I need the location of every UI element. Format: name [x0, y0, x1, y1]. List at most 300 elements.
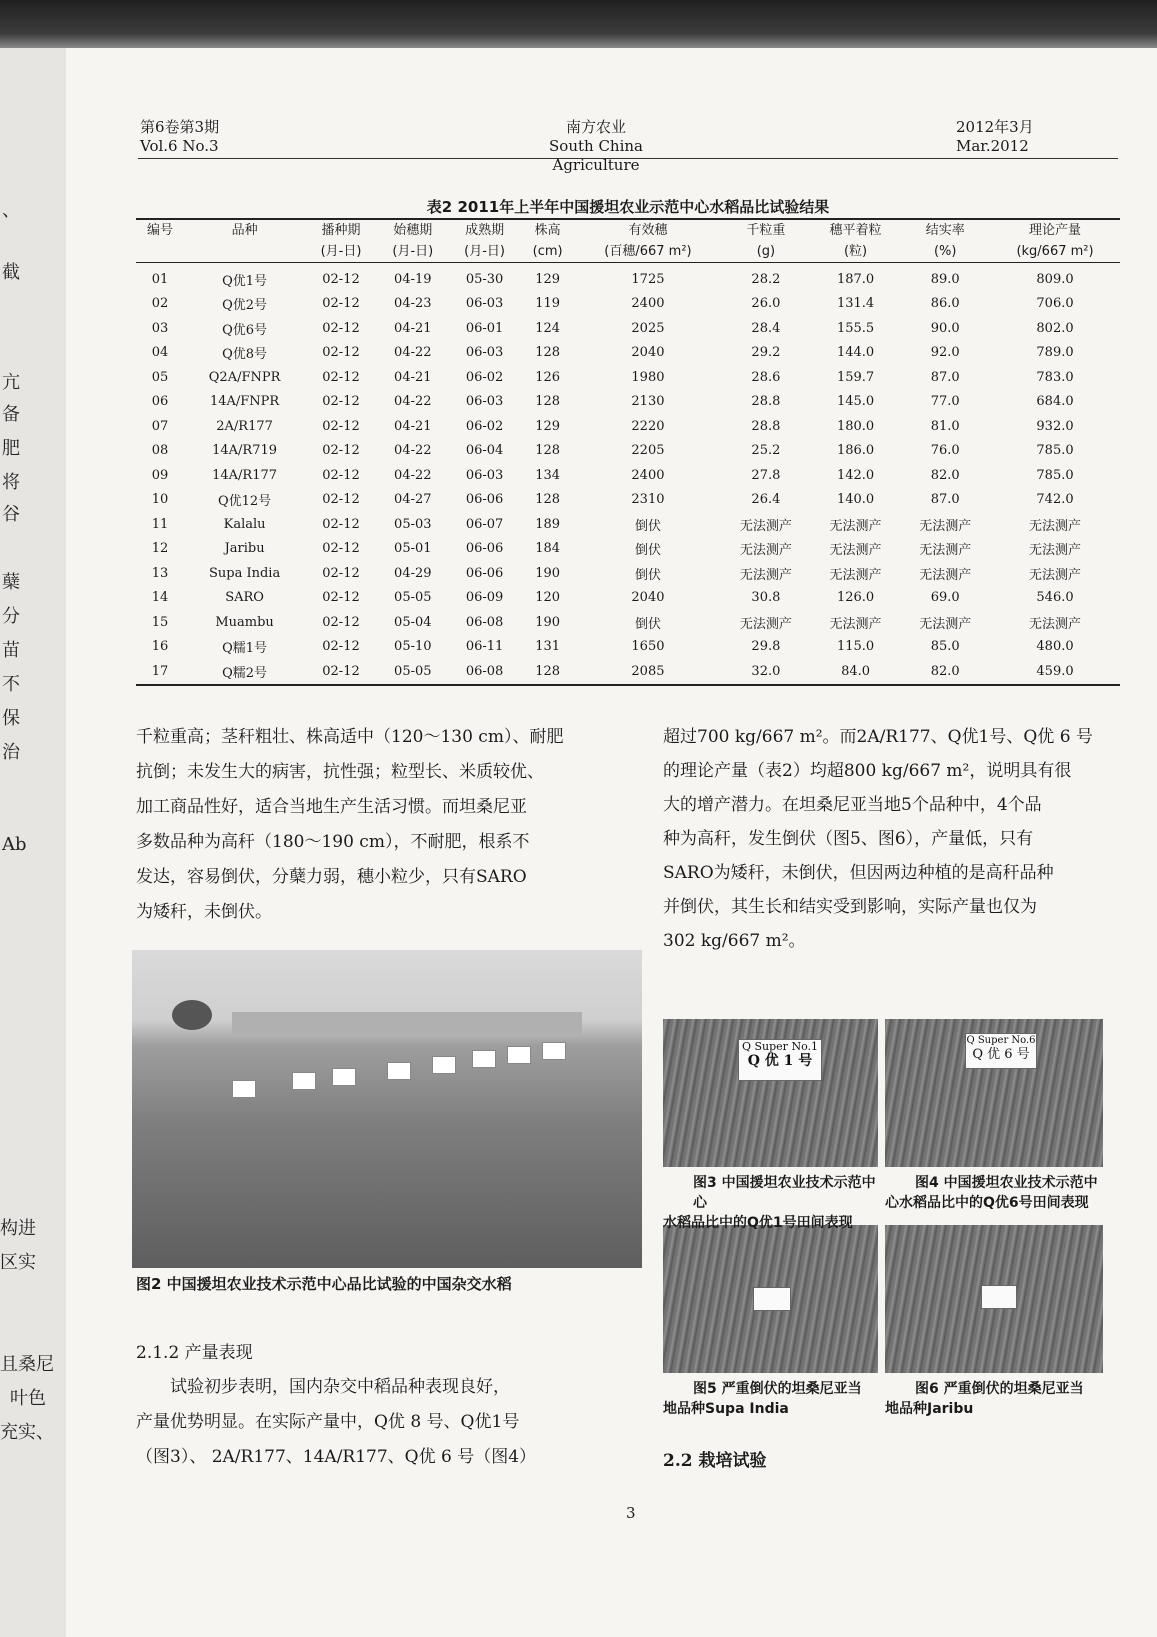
- table-cell: 02-12: [322, 418, 360, 434]
- col-header: 理论产量: [990, 219, 1120, 241]
- table-cell: 05-05: [377, 659, 449, 685]
- table-header-row: [136, 219, 1120, 241]
- table-cell: 14A/R719: [212, 443, 278, 459]
- table-cell: 06-03: [465, 394, 504, 410]
- table-cell: 02-12: [322, 271, 360, 287]
- table-row: [136, 635, 1120, 660]
- col-unit: (%): [900, 241, 990, 263]
- table-cell: 04-29: [394, 565, 432, 581]
- table-cell: 85.0: [930, 639, 960, 655]
- prev-page-char: 亢: [2, 372, 20, 393]
- table-cell: 05-04: [394, 614, 432, 630]
- table-cell: 无法测产: [1029, 567, 1082, 583]
- figure-2-caption: 图2 中国援坦农业技术示范中心品比试验的中国杂交水稻: [136, 1275, 512, 1293]
- header-date: [956, 118, 1034, 156]
- table-cell: 无法测产: [1029, 543, 1082, 559]
- table-cell: 26.4: [751, 492, 781, 508]
- table-cell: 倒伏: [634, 616, 661, 632]
- table-cell: 131: [535, 639, 561, 655]
- table-cell: 06-02: [465, 418, 504, 434]
- table-cell: 02-12: [322, 516, 360, 532]
- table-cell: 2040: [631, 345, 665, 361]
- table-cell: 无法测产: [919, 518, 972, 534]
- table-row: [136, 537, 1120, 562]
- table-cell: 02-12: [322, 467, 360, 483]
- table-row: [136, 586, 1120, 611]
- sign-line: Q Super No.6: [966, 1035, 1036, 1046]
- table-cell: 159.7: [836, 369, 875, 385]
- col-header: 品种: [184, 219, 305, 241]
- col-unit: (kg/667 m²): [990, 241, 1120, 263]
- table-cell: Q糯2号: [184, 659, 305, 685]
- figure-5-photo: [663, 1225, 878, 1373]
- table-cell: 06-08: [449, 659, 521, 685]
- text-line: SARO为矮秆，未倒伏，但因两边种植的是高秆品种: [663, 863, 1054, 883]
- journal-cn: 南方农业: [565, 118, 626, 136]
- table-cell: 06-02: [465, 369, 504, 385]
- section-2-1-2-text: [136, 1370, 641, 1475]
- table-row: [136, 439, 1120, 464]
- caption-line: 图4 中国援坦农业技术示范中: [915, 1175, 1098, 1191]
- table-cell: SARO: [225, 590, 264, 606]
- volume-cn: 第6卷第3期: [140, 118, 220, 136]
- text-line: 产量优势明显。在实际产量中，Q优 8 号、Q优1号: [136, 1412, 520, 1432]
- header-rule: [138, 158, 1118, 159]
- table-cell: 82.0: [930, 467, 960, 483]
- col-unit: [184, 241, 305, 263]
- figure-3-caption: [663, 1173, 883, 1233]
- table-cell: 126: [535, 369, 561, 385]
- table-row: [136, 390, 1120, 415]
- table-cell: 11: [151, 516, 169, 532]
- caption-line: 图3 中国援坦农业技术示范中心: [693, 1175, 876, 1211]
- table-cell: 932.0: [1036, 418, 1074, 434]
- table-cell: 140.0: [836, 492, 875, 508]
- date-cn: 2012年3月: [956, 118, 1034, 136]
- table-cell: 28.4: [751, 320, 781, 336]
- table-cell: 02-12: [322, 345, 360, 361]
- prev-page-char: Ab: [2, 834, 27, 855]
- prev-page-char: 谷: [2, 504, 20, 525]
- table-cell: 05-05: [394, 590, 432, 606]
- table-cell: 28.6: [751, 369, 781, 385]
- col-unit: (月-日): [377, 241, 449, 263]
- table-cell: 134: [535, 467, 561, 483]
- table-cell: Q优8号: [222, 347, 268, 363]
- table-cell: 2220: [631, 418, 665, 434]
- table-cell: 06-08: [465, 614, 504, 630]
- table-cell: 07: [151, 418, 169, 434]
- table-cell: 12: [151, 541, 169, 557]
- table-cell: 184: [535, 541, 561, 557]
- table-cell: 783.0: [1036, 369, 1074, 385]
- table-cell: 02-12: [322, 443, 360, 459]
- prev-page-char: 苗: [2, 640, 20, 661]
- sign-line: Q 优 6 号: [972, 1047, 1030, 1062]
- col-unit: (百穗/667 m²): [575, 241, 721, 263]
- col-header: 有效穗: [575, 219, 721, 241]
- table-cell: 04-27: [394, 492, 432, 508]
- prev-page-char: 不: [2, 674, 20, 695]
- col-header: 播种期: [305, 219, 377, 241]
- table-cell: 789.0: [1036, 345, 1074, 361]
- table-cell: 190: [535, 614, 561, 630]
- table-cell: 129: [535, 271, 561, 287]
- table-cell: 无法测产: [829, 543, 882, 559]
- table-cell: 06-03: [465, 345, 504, 361]
- table-cell: 76.0: [930, 443, 960, 459]
- table-cell: Q糯1号: [222, 641, 268, 657]
- caption-line: 心水稻品比中的Q优6号田间表现: [885, 1195, 1089, 1211]
- text-line: 302 kg/667 m²。: [663, 931, 806, 951]
- table-cell: 06-06: [465, 492, 504, 508]
- col-header: 穗平着粒: [811, 219, 901, 241]
- farm-buildings: [232, 1012, 582, 1034]
- table-row: [136, 512, 1120, 537]
- table-cell: 02-12: [322, 565, 360, 581]
- table-cell: 785.0: [1036, 467, 1074, 483]
- text-line: 抗倒；未发生大的病害，抗性强；粒型长、米质较优、: [136, 762, 544, 782]
- table-cell: 2400: [631, 296, 665, 312]
- table-cell: 16: [151, 639, 169, 655]
- table-cell: 480.0: [1036, 639, 1074, 655]
- table-cell: 无法测产: [919, 567, 972, 583]
- table-row: [136, 610, 1120, 635]
- journal-page: [66, 48, 1157, 1637]
- table-row: [136, 463, 1120, 488]
- table-row: [136, 316, 1120, 341]
- table-cell: 15: [151, 614, 169, 630]
- figure-2-photo: [132, 950, 642, 1268]
- variety-sign: [738, 1039, 822, 1081]
- prev-page-char: 治: [2, 742, 20, 763]
- caption-line: 地品种Supa India: [663, 1401, 789, 1417]
- table-cell: 02-12: [322, 369, 360, 385]
- table-cell: 无法测产: [739, 543, 792, 559]
- table-cell: 02-12: [305, 659, 377, 685]
- col-unit: (月-日): [449, 241, 521, 263]
- col-header: 株高: [520, 219, 574, 241]
- table-row: [136, 561, 1120, 586]
- table-caption: 表2 2011年上半年中国援坦农业示范中心水稻品比试验结果: [426, 198, 830, 216]
- table-cell: 89.0: [930, 271, 960, 287]
- table-cell: 785.0: [1036, 443, 1074, 459]
- table-cell: 142.0: [836, 467, 875, 483]
- table-cell: 无法测产: [1029, 518, 1082, 534]
- table-cell: 倒伏: [634, 567, 661, 583]
- caption-line: 图6 严重倒伏的坦桑尼亚当: [915, 1381, 1084, 1397]
- prev-page-char: 且桑尼: [0, 1354, 54, 1375]
- table-cell: 124: [535, 320, 561, 336]
- table-cell: Supa India: [208, 565, 281, 581]
- table-cell: 02-12: [322, 296, 360, 312]
- caption-line: 水稻品比中的Q优1号田间表现: [663, 1215, 853, 1231]
- table-cell: 128: [535, 345, 561, 361]
- table-cell: 14A/FNPR: [209, 394, 280, 410]
- figure-4-photo: [885, 1019, 1103, 1167]
- text-line: 发达，容易倒伏，分蘖力弱，穗小粒少，只有SARO: [136, 867, 527, 887]
- table-cell: Q2A/FNPR: [208, 369, 281, 385]
- table-row: [136, 341, 1120, 366]
- table-cell: 04-21: [394, 369, 432, 385]
- prev-page-char: 肥: [2, 438, 20, 459]
- text-line: 超过700 kg/667 m²。而2A/R177、Q优1号、Q优 6 号: [663, 727, 1093, 747]
- table-cell: 2085: [575, 659, 721, 685]
- left-column-text: [136, 720, 641, 930]
- header-volume: [140, 118, 219, 156]
- col-unit: [136, 241, 184, 263]
- table-cell: 128: [535, 492, 561, 508]
- table-cell: 04-21: [394, 320, 432, 336]
- table-cell: 145.0: [836, 394, 875, 410]
- text-line: 种为高秆，发生倒伏（图5、图6），产量低，只有: [663, 829, 1034, 849]
- journal-en: South China Agriculture: [549, 137, 643, 174]
- table-cell: 82.0: [900, 659, 990, 685]
- prev-page-char: 将: [2, 472, 20, 493]
- text-line: 加工商品性好，适合当地生产生活习惯。而坦桑尼亚: [136, 797, 527, 817]
- table-body: [136, 263, 1120, 685]
- field-sign: [507, 1046, 531, 1064]
- section-heading-2-2: 2.2 栽培试验: [663, 1451, 767, 1471]
- col-unit: (月-日): [305, 241, 377, 263]
- table-cell: 05-01: [394, 541, 432, 557]
- field-sign: [332, 1068, 356, 1086]
- table-cell: 05: [151, 369, 169, 385]
- table-cell: 190: [535, 565, 561, 581]
- text-line: 千粒重高；茎秆粗壮、株高适中（120～130 cm）、耐肥: [136, 727, 564, 747]
- table-row: [136, 414, 1120, 439]
- table-cell: 29.2: [751, 345, 781, 361]
- variety-sign: [753, 1287, 791, 1311]
- table-cell: 无法测产: [739, 518, 792, 534]
- table-cell: 01: [151, 271, 169, 287]
- col-header: 结实率: [900, 219, 990, 241]
- table-cell: 无法测产: [829, 616, 882, 632]
- table-cell: 05-10: [394, 639, 432, 655]
- table-cell: 546.0: [1036, 590, 1074, 606]
- table-cell: 无法测产: [1029, 616, 1082, 632]
- table-cell: 02-12: [322, 590, 360, 606]
- text-line: 大的增产潜力。在坦桑尼亚当地5个品种中，4个品: [663, 795, 1042, 815]
- prev-page-char: 蘖: [2, 572, 20, 593]
- table-cell: 06-03: [465, 467, 504, 483]
- table-cell: 1980: [631, 369, 665, 385]
- table-cell: 04-22: [394, 394, 432, 410]
- col-unit: (粒): [811, 241, 901, 263]
- table-cell: Q优1号: [222, 273, 268, 289]
- col-header: 千粒重: [721, 219, 811, 241]
- col-header: 成熟期: [449, 219, 521, 241]
- figure-5-caption: [663, 1379, 883, 1419]
- table-cell: 04-22: [394, 345, 432, 361]
- table-cell: 28.8: [751, 394, 781, 410]
- text-line: 多数品种为高秆（180～190 cm），不耐肥，根系不: [136, 832, 530, 852]
- table-cell: 1725: [631, 271, 665, 287]
- field-sign: [472, 1050, 496, 1068]
- table-cell: 29.8: [751, 639, 781, 655]
- table-cell: 189: [535, 516, 561, 532]
- page-number: 3: [626, 1504, 636, 1522]
- sign-line: Q 优 1 号: [747, 1053, 813, 1069]
- table-cell: 17: [136, 659, 184, 685]
- table-cell: 2205: [631, 443, 665, 459]
- table-cell: 06-01: [465, 320, 504, 336]
- table-cell: 04: [151, 345, 169, 361]
- table-unit-row: [136, 241, 1120, 263]
- table-cell: 802.0: [1036, 320, 1074, 336]
- table-cell: Q优6号: [222, 322, 268, 338]
- field-sign: [542, 1042, 566, 1060]
- table-cell: 无法测产: [739, 616, 792, 632]
- variety-sign: [965, 1033, 1037, 1069]
- table-cell: 05-30: [465, 271, 504, 287]
- prev-page-char: 区实: [0, 1252, 36, 1273]
- table-cell: 186.0: [836, 443, 875, 459]
- table-cell: 06-11: [465, 639, 504, 655]
- table-cell: 459.0: [990, 659, 1120, 685]
- table-cell: 2130: [631, 394, 665, 410]
- table-cell: 无法测产: [829, 567, 882, 583]
- tree: [172, 1000, 212, 1030]
- table-cell: 131.4: [836, 296, 875, 312]
- prev-page-char: 分: [2, 606, 20, 627]
- table-cell: 13: [151, 565, 169, 581]
- caption-line: 地品种Jaribu: [885, 1401, 974, 1417]
- table-cell: 30.8: [751, 590, 781, 606]
- table-cell: Jaribu: [224, 541, 265, 557]
- table-cell: 115.0: [836, 639, 875, 655]
- variety-sign: [981, 1285, 1017, 1309]
- table-cell: 1650: [631, 639, 665, 655]
- col-header: 编号: [136, 219, 184, 241]
- table-cell: 128: [535, 394, 561, 410]
- table-cell: 08: [151, 443, 169, 459]
- section-heading-2-1-2: 2.1.2 产量表现: [136, 1343, 253, 1363]
- volume-en: Vol.6 No.3: [140, 137, 219, 155]
- table-cell: 06-09: [465, 590, 504, 606]
- right-column-text: [663, 720, 1123, 958]
- field-sign: [387, 1062, 411, 1080]
- table-cell: Q优2号: [222, 298, 268, 314]
- table-cell: 06-04: [465, 443, 504, 459]
- prev-page-char: 保: [2, 708, 20, 729]
- table-cell: 02-12: [322, 320, 360, 336]
- table-cell: 28.8: [751, 418, 781, 434]
- table-cell: 69.0: [930, 590, 960, 606]
- table-cell: 119: [535, 296, 561, 312]
- table-cell: 02-12: [322, 639, 360, 655]
- date-en: Mar.2012: [956, 137, 1029, 155]
- table-cell: 02-12: [322, 492, 360, 508]
- table-cell: 04-19: [394, 271, 432, 287]
- table-cell: 28.2: [751, 271, 781, 287]
- table-cell: 2040: [631, 590, 665, 606]
- table-cell: 04-22: [394, 467, 432, 483]
- figure-3-photo: [663, 1019, 878, 1167]
- field-sign: [232, 1080, 256, 1098]
- table-cell: 06-07: [465, 516, 504, 532]
- table-cell: Kalalu: [223, 516, 266, 532]
- figure-6-caption: [885, 1379, 1107, 1419]
- table-cell: 14A/R177: [212, 467, 278, 483]
- table-row: [136, 263, 1120, 292]
- table-cell: 706.0: [1036, 296, 1074, 312]
- table-cell: 129: [535, 418, 561, 434]
- sign-line: Q Super No.1: [742, 1040, 818, 1053]
- prev-page-char: 叶色: [10, 1388, 46, 1409]
- table-cell: 无法测产: [919, 543, 972, 559]
- table-cell: 128: [520, 659, 574, 685]
- table-cell: 155.5: [836, 320, 875, 336]
- table-cell: 04-23: [394, 296, 432, 312]
- table-cell: 06-06: [465, 565, 504, 581]
- table-cell: 06: [151, 394, 169, 410]
- table-cell: Q优12号: [217, 494, 272, 510]
- table-cell: 04-21: [394, 418, 432, 434]
- table-cell: 25.2: [751, 443, 781, 459]
- table-row: [136, 292, 1120, 317]
- table-cell: 09: [151, 467, 169, 483]
- prev-page-char: 构进: [0, 1218, 36, 1239]
- table-cell: 03: [151, 320, 169, 336]
- table-cell: 809.0: [1036, 271, 1074, 287]
- table-cell: 92.0: [930, 345, 960, 361]
- col-unit: (g): [721, 241, 811, 263]
- table-cell: 742.0: [1036, 492, 1074, 508]
- prev-page-char: 充实、: [0, 1422, 54, 1443]
- table-cell: Muambu: [215, 614, 274, 630]
- table-cell: 77.0: [930, 394, 960, 410]
- table-cell: 2400: [631, 467, 665, 483]
- text-line: 并倒伏，其生长和结实受到影响，实际产量也仅为: [663, 897, 1037, 917]
- table-cell: 06-03: [465, 296, 504, 312]
- table-cell: 02-12: [322, 541, 360, 557]
- prev-page-char: 截: [2, 262, 20, 283]
- figure-4-caption: [885, 1173, 1107, 1213]
- table-cell: 无法测产: [919, 616, 972, 632]
- col-header: 始穗期: [377, 219, 449, 241]
- table-cell: 27.8: [751, 467, 781, 483]
- text-line: 试验初步表明，国内杂交中稻品种表现良好，: [170, 1377, 510, 1397]
- table-cell: 81.0: [930, 418, 960, 434]
- col-unit: (cm): [520, 241, 574, 263]
- table-cell: 06-06: [465, 541, 504, 557]
- table-cell: 2A/R177: [216, 418, 273, 434]
- table-cell: 87.0: [930, 369, 960, 385]
- table-cell: 126.0: [836, 590, 875, 606]
- table-cell: 180.0: [836, 418, 875, 434]
- table-cell: 2310: [631, 492, 665, 508]
- header-journal: [506, 118, 686, 175]
- table-cell: 128: [535, 443, 561, 459]
- prev-page-char: 备: [2, 404, 20, 425]
- rice-trial-table: [136, 218, 1120, 686]
- scan-top-band: [0, 0, 1157, 48]
- table-cell: 无法测产: [829, 518, 882, 534]
- field-sign: [292, 1072, 316, 1090]
- table-cell: 87.0: [930, 492, 960, 508]
- table-cell: 187.0: [836, 271, 875, 287]
- previous-page-edge: [0, 48, 66, 1637]
- text-line: 的理论产量（表2）均超800 kg/667 m²，说明具有很: [663, 761, 1072, 781]
- table-cell: 32.0: [721, 659, 811, 685]
- table-cell: 90.0: [930, 320, 960, 336]
- table-cell: 无法测产: [739, 567, 792, 583]
- field-sign: [432, 1056, 456, 1074]
- table-cell: 02: [151, 296, 169, 312]
- table-cell: 2025: [631, 320, 665, 336]
- table-cell: 684.0: [1036, 394, 1074, 410]
